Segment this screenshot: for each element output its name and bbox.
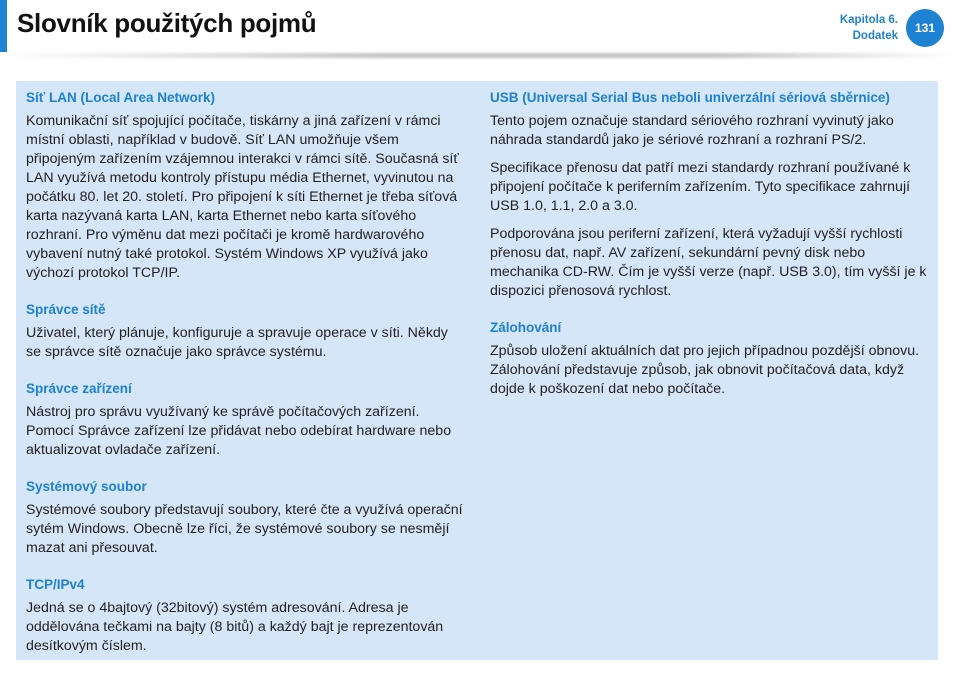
glossary-term: TCP/IPv4: [26, 577, 85, 592]
header-accent-bar: [0, 0, 7, 52]
glossary-entry: [26, 576, 466, 656]
glossary-definition: Komunikační síť spojující počítače, tiskárny a jiná zařízení v rámci místní oblasti, například v budově. Síť LAN umožňuje všem připojeným zařízením vzájemnou interakci v rámci sítě. Současná síť LAN využívá metodu kontroly přístupu média Ethernet, vyvinutou na počátku 80. let 20. století. Pro připojení k síti Ethernet je třeba síťová karta nazývaná karta LAN, karta Ethernet nebo karta síťového rozhraní. Pro výměnu dat mezi počítači je kromě hardwarového vybavení nutný také protokol. Systém Windows XP využívá jako výchozí protokol TCP/IP.: [26, 113, 459, 281]
glossary-term: Zálohování: [490, 320, 562, 335]
glossary-entry: [490, 319, 930, 399]
glossary-term: Systémový soubor: [26, 479, 147, 494]
glossary-definition: Podporována jsou periferní zařízení, která vyžadují vyšší rychlosti přenosu dat, např. AV zařízení, sekundární pevný disk nebo mechanika CD-RW. Čím je vyšší verze (např. USB 3.0), tím vyšší je k dispozici přenosová rychlost.: [490, 226, 927, 299]
glossary-panel: [16, 81, 938, 660]
glossary-term: Správce zařízení: [26, 381, 132, 396]
glossary-right-column: [490, 89, 930, 417]
glossary-entry: [26, 89, 466, 283]
glossary-entry: [26, 478, 466, 558]
glossary-term: Správce sítě: [26, 302, 106, 317]
glossary-definition: Specifikace přenosu dat patří mezi standardy rozhraní používané k připojení počítače k periferním zařízením. Tyto specifikace zahrnují USB 1.0, 1.1, 2.0 a 3.0.: [490, 160, 911, 214]
glossary-entry: [26, 380, 466, 460]
glossary-entry: [26, 301, 466, 362]
glossary-term: Síť LAN (Local Area Network): [26, 90, 215, 105]
page-header: [0, 0, 954, 55]
glossary-left-column: [26, 89, 466, 674]
glossary-definition: Jedná se o 4bajtový (32bitový) systém adresování. Adresa je oddělována tečkami na bajty (8 bitů) a každý bajt je reprezentován desítkovým číslem.: [26, 600, 444, 654]
chapter-label: [840, 12, 898, 44]
glossary-term: USB (Universal Serial Bus neboli univerzální sériová sběrnice): [490, 90, 890, 105]
page-title: Slovník použitých pojmů: [17, 8, 317, 38]
chapter-number: Kapitola 6.: [839, 14, 898, 26]
glossary-definition: Uživatel, který plánuje, konfiguruje a spravuje operace v síti. Někdy se správce sítě označuje jako správce systému.: [26, 325, 448, 360]
glossary-entry: [490, 89, 930, 301]
glossary-definition: Tento pojem označuje standard sériového rozhraní vyvinutý jako náhrada standardů jako je sériové rozhraní a rozhraní PS/2.: [490, 113, 894, 148]
page-number-badge: 131: [906, 9, 944, 47]
header-divider: [0, 53, 954, 58]
chapter-name: Dodatek: [852, 30, 898, 42]
glossary-definition: Způsob uložení aktuálních dat pro jejich případnou pozdější obnovu. Zálohování představuje způsob, jak obnovit počítačová data, když dojde k poškození dat nebo počítače.: [490, 343, 920, 397]
glossary-definition: Nástroj pro správu využívaný ke správě počítačových zařízení. Pomocí Správce zařízení lze přidávat nebo odebírat hardware nebo aktualizovat ovladače zařízení.: [26, 404, 452, 458]
glossary-definition: Systémové soubory představují soubory, které čte a využívá operační sytém Windows. Obecně lze říci, že systémové soubory se nesmějí mazat ani přesouvat.: [26, 502, 463, 556]
